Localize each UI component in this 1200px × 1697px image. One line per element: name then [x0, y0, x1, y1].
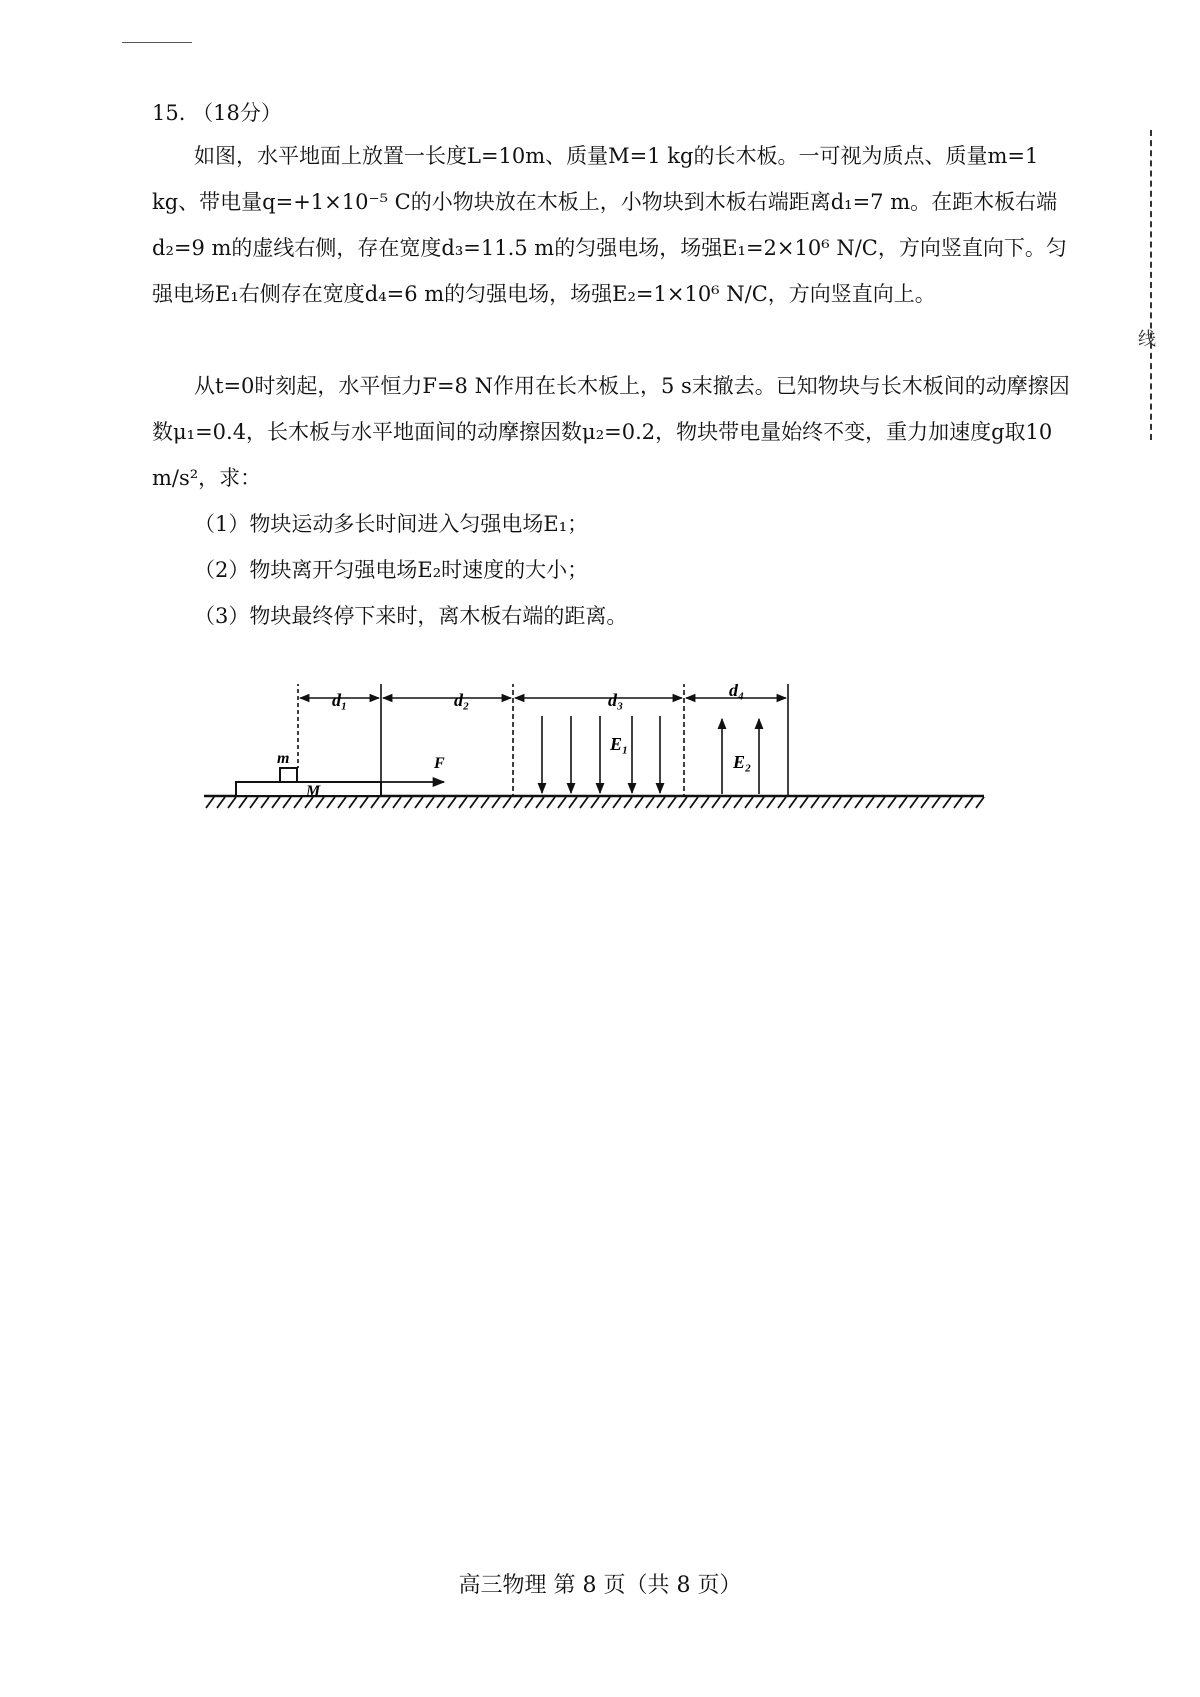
hatch-mark — [976, 797, 984, 808]
hatch-mark — [767, 797, 775, 808]
hatch-mark — [272, 797, 280, 808]
hatch-mark — [349, 797, 357, 808]
hatch-mark — [657, 797, 665, 808]
question-score: （18分） — [192, 101, 282, 125]
hatch-mark — [800, 797, 808, 808]
hatch-mark — [250, 797, 258, 808]
question-number: 15. — [152, 101, 186, 125]
hatch-mark — [646, 797, 654, 808]
hatch-mark — [503, 797, 511, 808]
hatch-mark — [536, 797, 544, 808]
hatch-mark — [514, 797, 522, 808]
hatch-mark — [844, 797, 852, 808]
hatch-mark — [965, 797, 973, 808]
hatch-mark — [558, 797, 566, 808]
hatch-mark — [470, 797, 478, 808]
hatch-mark — [415, 797, 423, 808]
binding-dashed-line — [1150, 130, 1152, 440]
hatch-mark — [690, 797, 698, 808]
label-F: F — [434, 755, 445, 772]
label-m: m — [277, 750, 290, 767]
label-d4: d₄ — [729, 684, 745, 700]
label-E2: E₂ — [733, 752, 752, 772]
hatch-mark — [569, 797, 577, 808]
hatch-mark — [591, 797, 599, 808]
hatch-mark — [327, 797, 335, 808]
problem-paragraph-1: 如图，水平地面上放置一长度L=10m、质量M=1 kg的长木板。一可视为质点、质量m=1 kg、带电量q=+1×10⁻⁵ C的小物块放在木板上，小物块到木板右端距离d₁=7 m。在距木板右端d₂=9 m的虚线右侧，存在宽度d₃=11.5 m的匀强电场，场强E₁=2×10⁶ N/C，方向竖直向下。匀强电场E₁右侧存在宽度d₄=6 m的匀强电场，场强E₂=1×10⁶ N/C，方向竖直向上。 — [152, 144, 1067, 306]
hatch-mark — [602, 797, 610, 808]
hatch-mark — [206, 797, 214, 808]
hatch-mark — [635, 797, 643, 808]
question-header — [152, 97, 282, 127]
hatch-mark — [217, 797, 225, 808]
hatch-mark — [613, 797, 621, 808]
hatch-mark — [382, 797, 390, 808]
hatch-mark — [789, 797, 797, 808]
hatch-mark — [360, 797, 368, 808]
hatch-mark — [888, 797, 896, 808]
hatch-mark — [338, 797, 346, 808]
hatch-mark — [778, 797, 786, 808]
hatch-mark — [668, 797, 676, 808]
page-footer: 高三物理 第 8 页（共 8 页） — [458, 1573, 742, 1598]
hatch-mark — [459, 797, 467, 808]
problem-paragraph-2: 从t=0时刻起，水平恒力F=8 N作用在长木板上，5 s末撤去。已知物块与长木板间的动摩擦因数μ₁=0.4，长木板与水平地面间的动摩擦因数μ₂=0.2，物块带电量始终不变，重力加速度g取10 m/s²，求： — [152, 374, 1070, 490]
hatch-mark — [492, 797, 500, 808]
hatch-mark — [283, 797, 291, 808]
hatch-mark — [899, 797, 907, 808]
hatch-mark — [448, 797, 456, 808]
label-d1: d₁ — [332, 690, 348, 710]
physics-diagram — [196, 684, 996, 854]
label-d3: d₃ — [608, 690, 624, 710]
hatch-mark — [943, 797, 951, 808]
hatch-mark — [437, 797, 445, 808]
hatch-mark — [239, 797, 247, 808]
hatch-mark — [866, 797, 874, 808]
e1-field-lines — [542, 716, 660, 793]
hatch-mark — [855, 797, 863, 808]
sub-question-2: （2）物块离开匀强电场E₂时速度的大小； — [194, 558, 589, 582]
hatch-mark — [404, 797, 412, 808]
label-d2: d₂ — [454, 690, 470, 710]
hatch-mark — [701, 797, 709, 808]
label-M: M — [306, 783, 321, 800]
hatch-mark — [624, 797, 632, 808]
hatch-mark — [877, 797, 885, 808]
hatch-mark — [393, 797, 401, 808]
hatch-mark — [712, 797, 720, 808]
hatch-mark — [932, 797, 940, 808]
hatch-mark — [580, 797, 588, 808]
hatch-mark — [921, 797, 929, 808]
hatch-mark — [833, 797, 841, 808]
hatch-mark — [910, 797, 918, 808]
hatch-mark — [745, 797, 753, 808]
hatch-mark — [954, 797, 962, 808]
hatch-mark — [822, 797, 830, 808]
hatch-mark — [547, 797, 555, 808]
small-block — [280, 768, 297, 782]
hatch-mark — [294, 797, 302, 808]
ground — [204, 796, 984, 808]
corner-mark — [122, 42, 192, 43]
label-E1: E₁ — [610, 734, 629, 754]
sub-question-1: （1）物块运动多长时间进入匀强电场E₁； — [194, 512, 589, 536]
hatch-mark — [756, 797, 764, 808]
sub-question-3: （3）物块最终停下来时，离木板右端的距离。 — [194, 604, 628, 628]
hatch-mark — [525, 797, 533, 808]
binding-line-label: 线 — [1138, 329, 1156, 350]
hatch-mark — [261, 797, 269, 808]
hatch-mark — [228, 797, 236, 808]
sub-question-list — [194, 501, 627, 639]
hatch-mark — [426, 797, 434, 808]
hatch-mark — [371, 797, 379, 808]
hatch-mark — [811, 797, 819, 808]
hatch-mark — [481, 797, 489, 808]
hatch-mark — [734, 797, 742, 808]
hatch-mark — [679, 797, 687, 808]
hatch-mark — [723, 797, 731, 808]
